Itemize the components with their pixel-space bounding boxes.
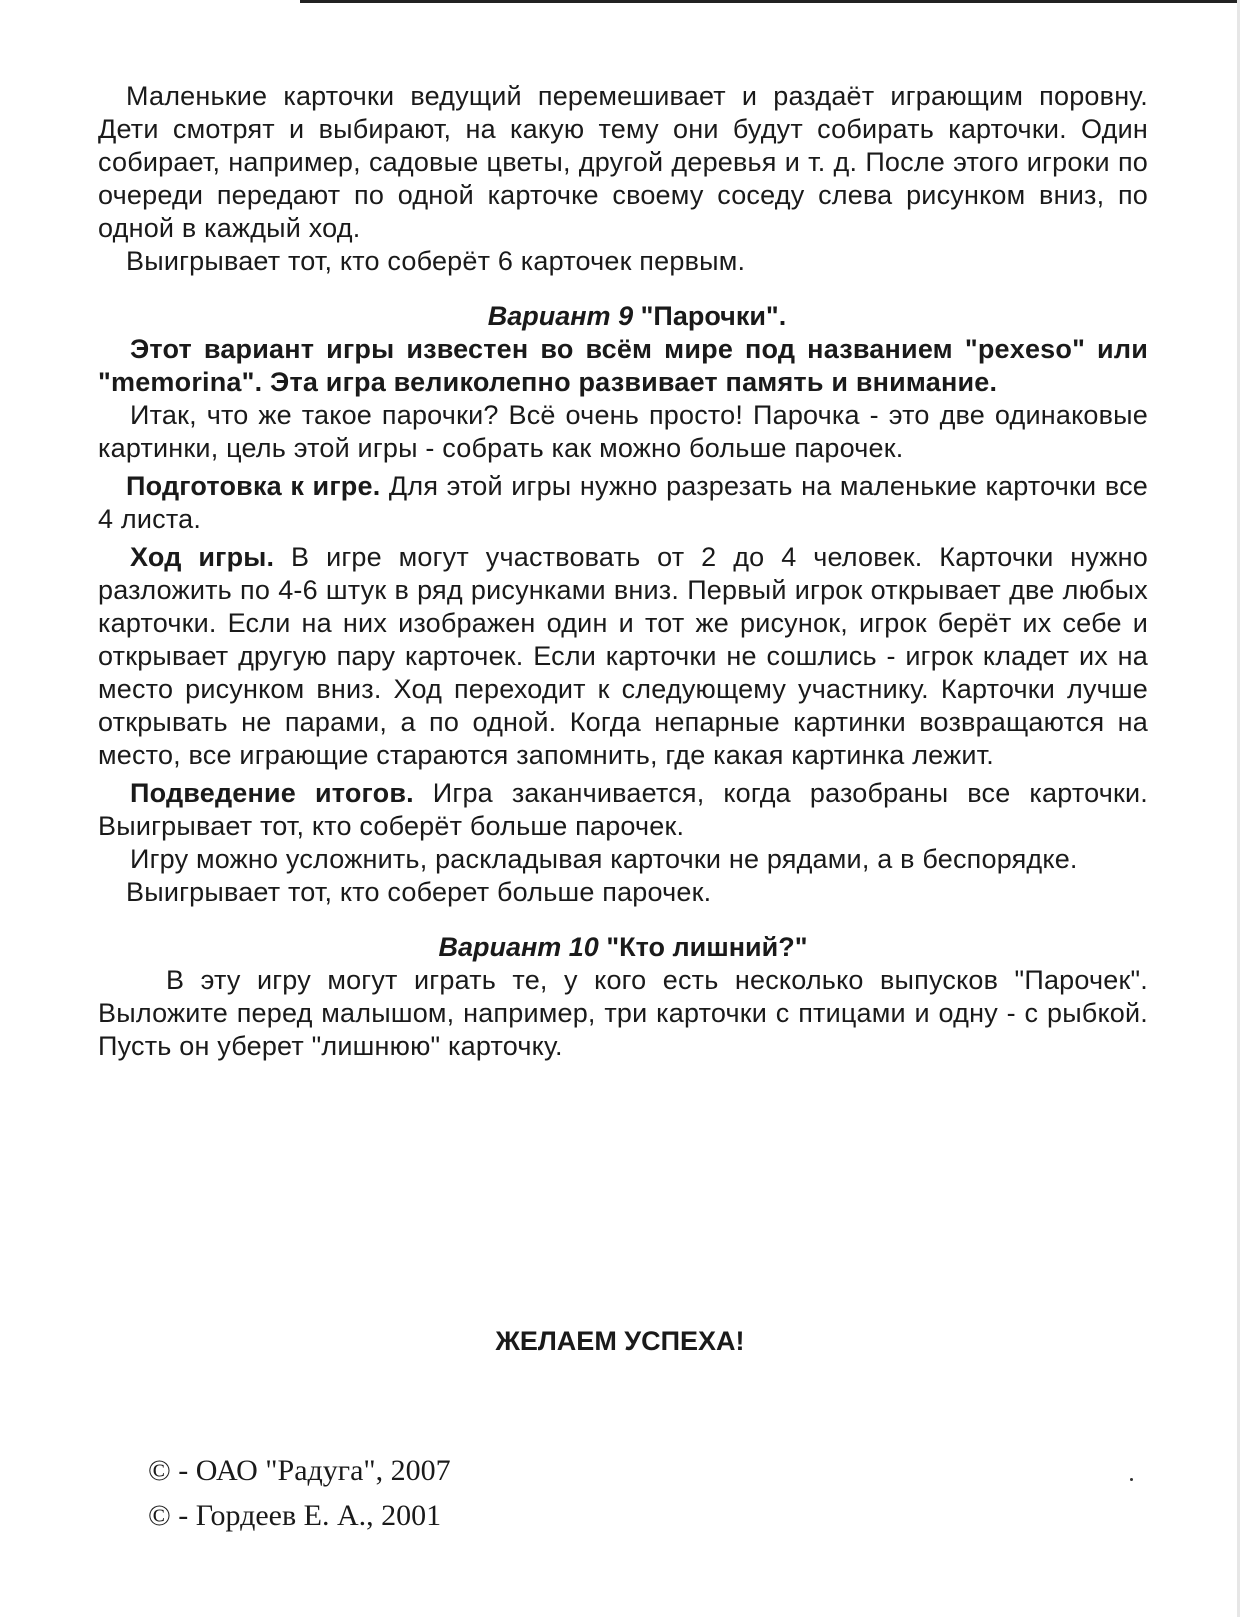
closing-wish: ЖЕЛАЕМ УСПЕХА! (495, 1326, 745, 1356)
variant10-heading (98, 931, 1148, 964)
variant9-win-paragraph: Выигрывает тот, кто соберет больше парочек. (126, 877, 712, 907)
intro-win-paragraph: Выигрывает тот, кто соберёт 6 карточек первым. (126, 246, 746, 276)
move-text: В игре могут участвовать от 2 до 4 человек. Карточки нужно разложить по 4-6 штук в ряд рисунками вниз. Первый игрок открывает две любых карточки. Если на них изображен один и тот же рисунок, игрок берёт их себе и открывает другую пару карточек. Если карточки не сошлись - игрок кладет их на место рисунком вниз. Ход переходит к следующему участнику. Карточки лучше открывать не парами, а по одной. Когда непарные картинки возвращаются на место, все играющие стараются запомнить, где какая картинка лежит. (98, 542, 1148, 770)
variant9-title: "Парочки". (640, 301, 787, 331)
scan-speck (1130, 1478, 1133, 1481)
variant9-prep-paragraph (98, 470, 1148, 536)
variant9-bold-intro: Этот вариант игры известен во всём мире под названием "pexeso" или "memorina". Эта игра великолепно развивает память и внимание. (98, 334, 1148, 397)
page-body (98, 80, 1148, 1063)
intro-paragraph: Маленькие карточки ведущий перемешивает и раздаёт играющим поровну. Дети смотрят и выбирают, на какую тему они будут собирать карточки. Один собирает, например, садовые цветы, другой деревья и т. д. После этого игроки по очереди передают по одной карточке своему соседу слева рисунком вниз, по одной в каждый ход. (98, 81, 1148, 243)
move-label: Ход игры. (130, 542, 275, 572)
prep-label: Подготовка к игре. (126, 471, 381, 501)
variant9-move-paragraph (98, 541, 1148, 772)
scan-top-edge (300, 0, 1240, 3)
prep-text: Для этой игры нужно разрезать на маленькие карточки все 4 листа. (98, 471, 1148, 534)
result-text: Игра заканчивается, когда разобраны все карточки. Выигрывает тот, кто соберёт больше парочек. (98, 778, 1148, 841)
variant9-complicate-paragraph: Игру можно усложнить, раскладывая карточки не рядами, а в беспорядке. (130, 844, 1078, 874)
variant10-title: "Кто лишний?" (606, 932, 808, 962)
result-label: Подведение итогов. (130, 778, 414, 808)
variant9-heading (98, 300, 1148, 333)
copyright-author: © - Гордеев Е. А., 2001 (148, 1499, 442, 1532)
variant9-what-paragraph: Итак, что же такое парочки? Всё очень просто! Парочка - это две одинаковые картинки, цель этой игры - собрать как можно больше парочек. (98, 400, 1148, 463)
variant10-label: Вариант 10 (438, 932, 599, 962)
variant9-label: Вариант 9 (487, 301, 634, 331)
variant9-result-paragraph (98, 777, 1148, 843)
variant10-paragraph: В эту игру могут играть те, у кого есть несколько выпусков "Парочек". Выложите перед малышом, например, три карточки с птицами и одну - с рыбкой. Пусть он уберет "лишнюю" карточку. (98, 965, 1148, 1061)
copyright-publisher: © - ОАО "Радуга", 2007 (148, 1454, 451, 1487)
